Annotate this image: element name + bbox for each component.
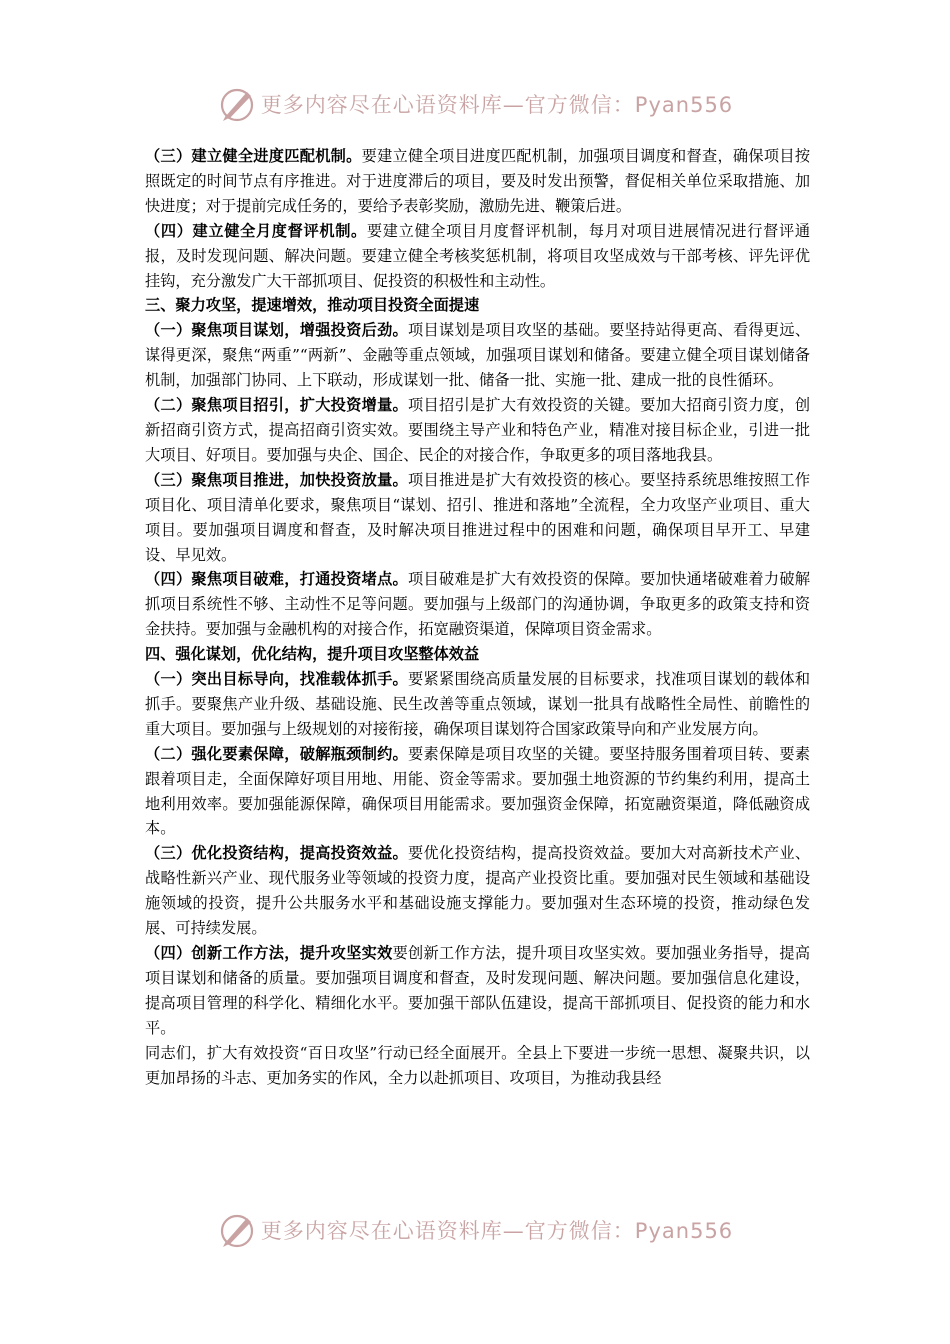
paragraph-heading: 四、强化谋划，优化结构，提升项目攻坚整体效益 [145,645,480,664]
paragraph-heading: （四）建立健全月度督评机制。 [145,221,367,240]
paragraph-heading: （一）聚焦项目谋划，增强投资后劲。 [145,321,409,340]
quill-pen-icon [217,84,257,124]
paragraph-text: 要创新工作方法，提升项目攻坚实效。要加强业务指导，提高项目谋划和储备的质量。要加强项目调度和督查，及时发现问题、解决问题。要加强信息化建设，提高项目管理的科学化、精细化水平。要加强干部队伍建设，提高干部抓项目、促投资的能力和水平。 [145,944,811,1037]
paragraph-heading: （三）优化投资结构，提高投资效益。 [145,844,409,863]
paragraph [145,293,810,318]
paragraph [145,742,810,842]
paragraph [145,318,810,393]
paragraph [145,567,810,642]
watermark-banner-top [0,82,950,126]
paragraph [145,667,810,742]
paragraph-text: 要建立健全项目进度匹配机制，加强项目调度和督查，确保项目按照既定的时间节点有序推进。对于进度滞后的项目，要及时发出预警，督促相关单位采取措施、加快进度；对于提前完成任务的，要给予表彰奖励，激励先进、鞭策后进。 [145,147,811,215]
paragraph-heading: （二）强化要素保障，破解瓶颈制约。 [145,744,409,763]
paragraph-text: 项目推进是扩大有效投资的核心。要坚持系统思维按照工作项目化、项目清单化要求，聚焦项目“谋划、招引、推进和落地”全流程，全力攻坚产业项目、重大项目。要加强项目调度和督查，及时解决项目推进过程中的困难和问题，确保项目早开工、早建设、早见效。 [145,470,811,564]
paragraph [145,642,810,667]
paragraph-text: 要优化投资结构，提高投资效益。要加大对高新技术产业、战略性新兴产业、现代服务业等领域的投资力度，提高产业投资比重。要加强对民生领域和基础设施领域的投资，提升公共服务水平和基础设施支撑能力。要加强对生态环境的投资，推动绿色发展、可持续发展。 [145,844,811,938]
paragraph [145,841,810,941]
paragraph [145,144,810,219]
paragraph-heading: （三）聚焦项目推进，加快投资放量。 [145,470,409,489]
paragraph-heading: （一）突出目标导向，找准载体抓手。 [145,670,409,689]
paragraph [145,468,810,568]
paragraph [145,941,810,1041]
quill-pen-icon [217,1210,257,1250]
paragraph-text: 同志们，扩大有效投资“百日攻坚”行动已经全面展开。全县上下要进一步统一思想、凝聚共识，以更加昂扬的斗志、更加务实的作风，全力以赴抓项目、攻项目，为推动我县经 [145,1043,810,1087]
paragraph-text: 项目破难是扩大有效投资的保障。要加快通堵破难着力破解抓项目系统性不够、主动性不足等问题。要加强与上级部门的沟通协调，争取更多的政策支持和资金扶持。要加强与金融机构的对接合作，拓宽融资渠道，保障项目资金需求。 [145,570,811,639]
paragraph-text: 项目招引是扩大有效投资的关键。要加大招商引资力度，创新招商引资方式，提高招商引资实效。要围绕主导产业和特色产业，精准对接目标企业，引进一批大项目、好项目。要加强与央企、国企、民企的对接合作，争取更多的项目落地我县。 [145,396,811,464]
watermark-banner-bottom [0,1208,950,1252]
paragraph-text: 要紧紧围绕高质量发展的目标要求，找准项目谋划的载体和抓手。要聚焦产业升级、基础设施、民生改善等重点领域，谋划一批具有战略性全局性、前瞻性的重大项目。要加强与上级规划的对接衔接，确保项目谋划符合国家政策导向和产业发展方向。 [145,670,811,738]
paragraph-heading: （四）创新工作方法，提升攻坚实效 [145,944,393,962]
paragraph-text: 要素保障是项目攻坚的关键。要坚持服务围着项目转、要素跟着项目走，全面保障好项目用地、用能、资金等需求。要加强土地资源的节约集约利用，提高土地利用效率。要加强能源保障，确保项目用能需求。要加强资金保障，拓宽融资渠道，降低融资成本。 [145,744,811,838]
paragraph-heading: 三、聚力攻坚，提速增效，推动项目投资全面提速 [145,296,480,315]
paragraph-heading: （四）聚焦项目破难，打通投资堵点。 [145,570,409,589]
paragraph [145,1041,810,1091]
paragraph [145,219,810,294]
paragraph-heading: （二）聚焦项目招引，扩大投资增量。 [145,396,409,415]
watermark-text-top: 更多内容尽在心语资料库—官方微信：Pyan556 [260,93,734,117]
paragraph-text: 项目谋划是项目攻坚的基础。要坚持站得更高、看得更远、谋得更深，聚焦“两重”“两新”、金融等重点领域，加强项目谋划和储备。要建立健全项目谋划储备机制，加强部门协同、上下联动，形成谋划一批、储备一批、实施一批、建成一批的良性循环。 [145,321,811,390]
paragraph-heading: （三）建立健全进度匹配机制。 [145,147,362,165]
paragraph-text: 要建立健全项目月度督评机制，每月对项目进展情况进行督评通报，及时发现问题、解决问题。要建立健全考核奖惩机制，将项目攻坚成效与干部考核、评先评优挂钩，充分激发广大干部抓项目、促投资的积极性和主动性。 [145,221,811,290]
document-body [145,144,810,1090]
paragraph [145,393,810,468]
watermark-text-bottom: 更多内容尽在心语资料库—官方微信：Pyan556 [260,1219,734,1243]
